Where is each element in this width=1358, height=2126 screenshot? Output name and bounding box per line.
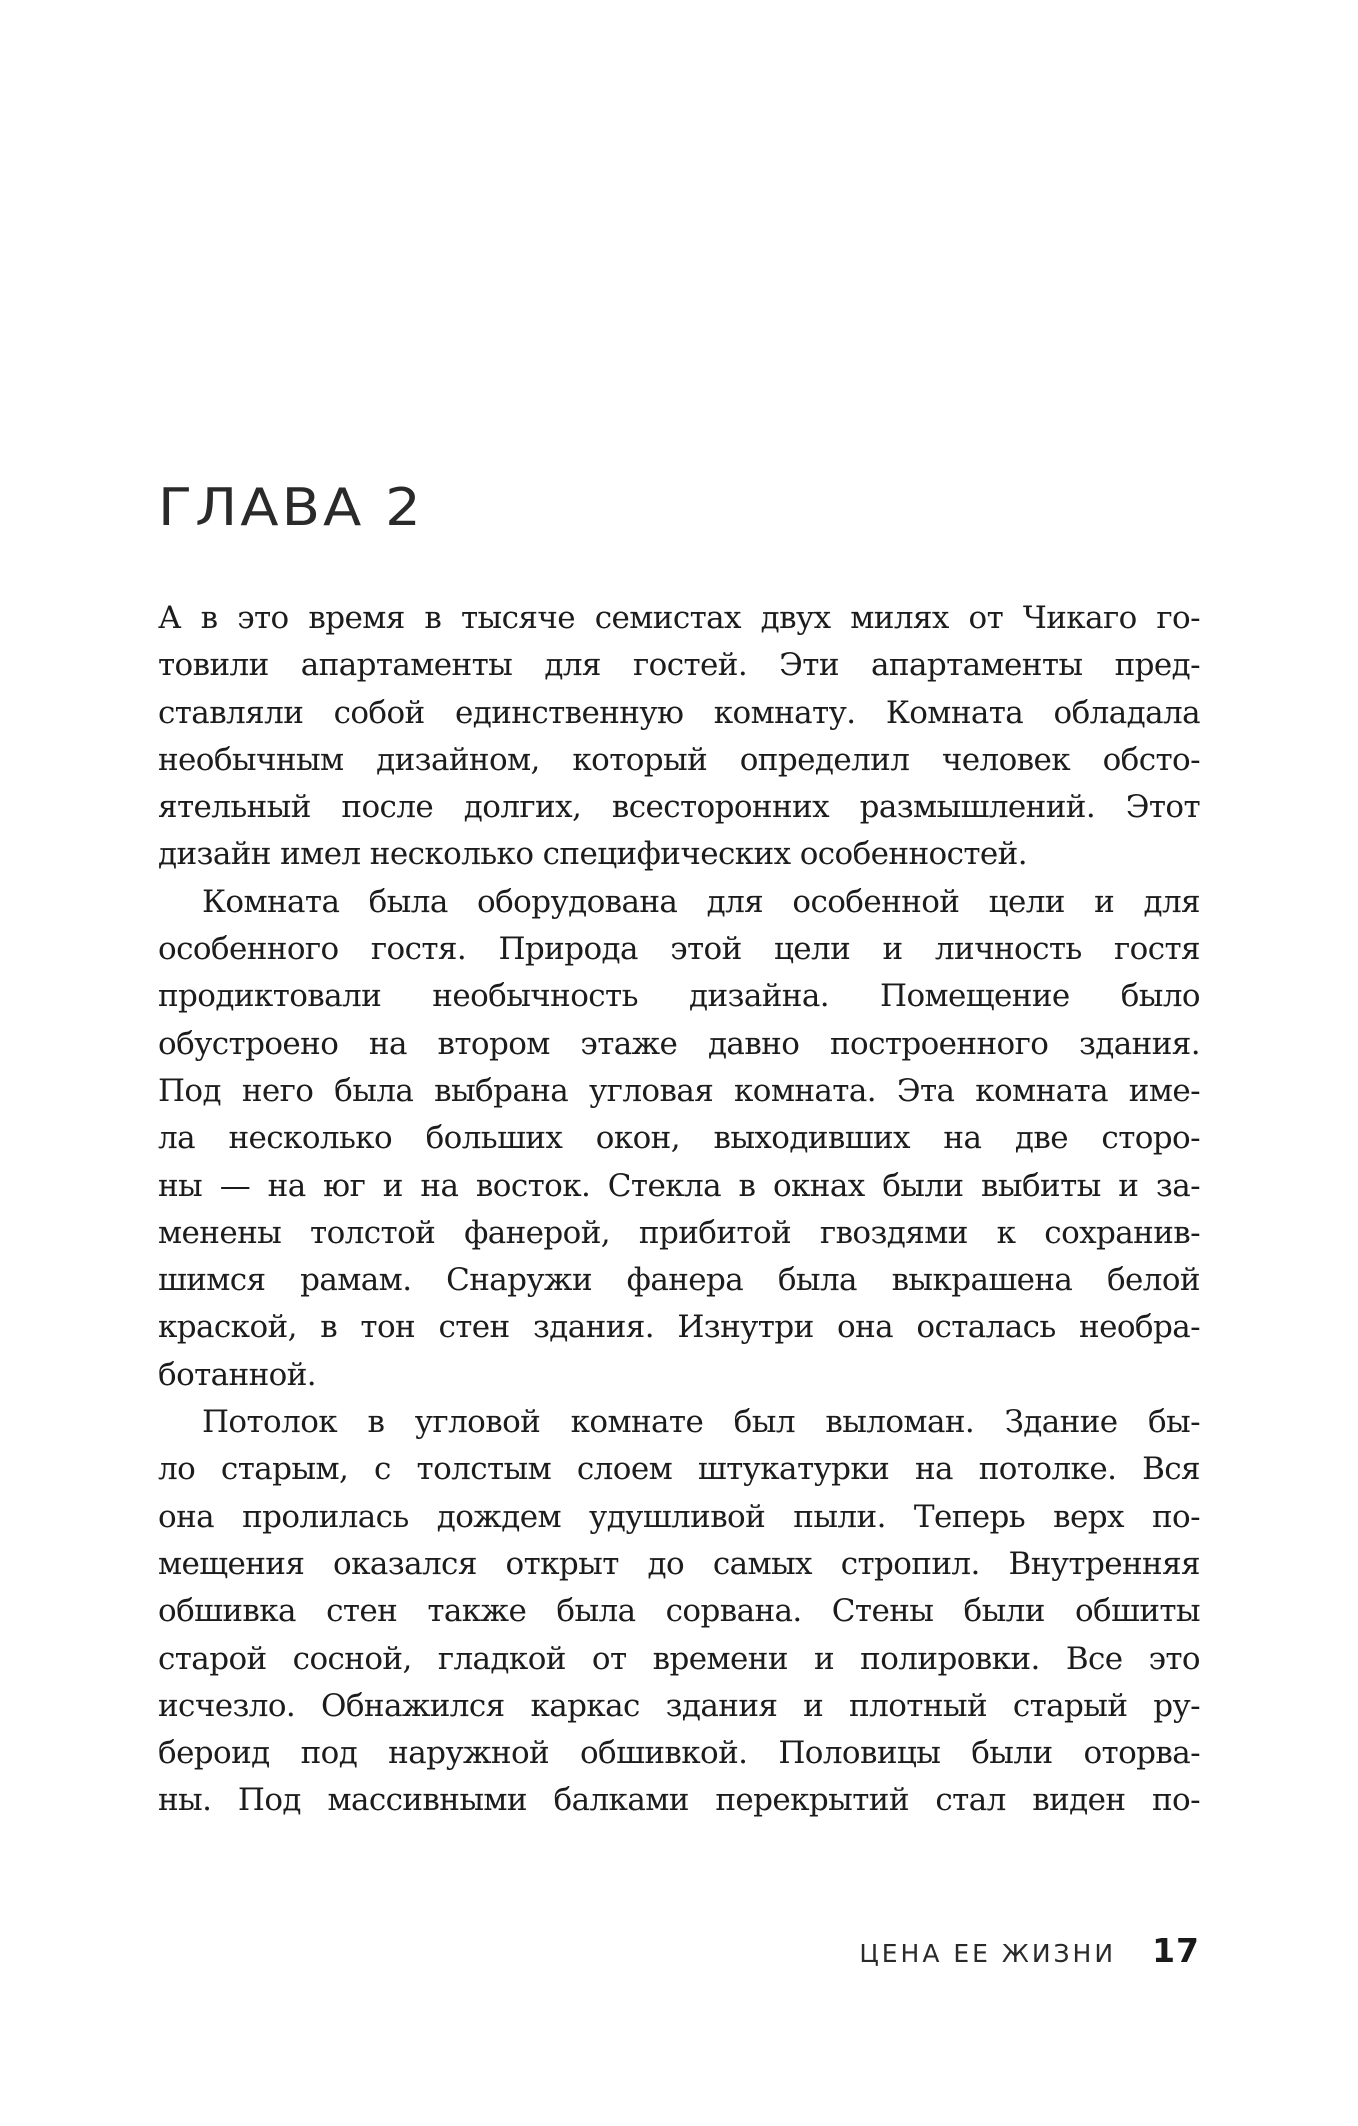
text-line: мещения оказался открыт до самых стропил. Внутренняя <box>158 1545 1200 1582</box>
text-line: шимся рамам. Снаружи фанера была выкрашена белой <box>158 1262 1200 1299</box>
text-line: ны. Под массивными балками перекрытий стал виден по- <box>158 1782 1200 1819</box>
text-line: А в это время в тысяче семистах двух милях от Чикаго го- <box>158 600 1200 636</box>
running-title: ЦЕНА ЕЕ ЖИЗНИ <box>859 1939 1117 1968</box>
page-footer <box>859 1931 1200 1970</box>
text-line: менены толстой фанерой, прибитой гвоздями к сохранив- <box>158 1214 1200 1251</box>
body-text <box>158 595 1200 1825</box>
text-line: необычным дизайном, который определил человек обсто- <box>158 741 1200 778</box>
text-line: ла несколько больших окон, выходивших на две сторо- <box>158 1120 1200 1157</box>
text-line: ло старым, с толстым слоем штукатурки на потолке. Вся <box>158 1451 1200 1488</box>
page-number: 17 <box>1152 1931 1200 1970</box>
text-line: исчезло. Обнажился каркас здания и плотный старый ру- <box>158 1687 1200 1724</box>
text-line: Потолок в угловой комнате был выломан. Здание бы- <box>202 1404 1200 1441</box>
text-line: продиктовали необычность дизайна. Помещение было <box>158 978 1200 1015</box>
paragraph-2 <box>158 879 1200 1399</box>
text-line: Комната была оборудована для особенной цели и для <box>202 883 1200 920</box>
text-line: ботанной. <box>158 1356 317 1393</box>
paragraph-3 <box>158 1399 1200 1825</box>
text-line: дизайн имел несколько специфических особенностей. <box>158 836 1027 873</box>
text-line: обшивка стен также была сорвана. Стены были обшиты <box>158 1593 1200 1630</box>
text-line: старой сосной, гладкой от времени и полировки. Все это <box>158 1640 1200 1677</box>
text-line: товили апартаменты для гостей. Эти апартаменты пред- <box>158 647 1200 684</box>
text-line: особенного гостя. Природа этой цели и личность гостя <box>158 931 1200 968</box>
text-line: бероид под наружной обшивкой. Половицы были оторва- <box>158 1735 1200 1772</box>
text-line: краской, в тон стен здания. Изнутри она осталась необра- <box>158 1309 1200 1346</box>
text-line: Под него была выбрана угловая комната. Эта комната име- <box>158 1072 1200 1109</box>
text-line: обустроено на втором этаже давно построенного здания. <box>158 1025 1200 1062</box>
paragraph-1 <box>158 595 1200 879</box>
text-line: ставляли собой единственную комнату. Комната обладала <box>158 694 1200 731</box>
text-line: ятельный после долгих, всесторонних размышлений. Этот <box>158 789 1200 826</box>
chapter-title: ГЛАВА 2 <box>158 478 424 538</box>
text-line: она пролилась дождем удушливой пыли. Теперь верх по- <box>158 1498 1200 1535</box>
text-line: ны — на юг и на восток. Стекла в окнах были выбиты и за- <box>158 1167 1200 1204</box>
